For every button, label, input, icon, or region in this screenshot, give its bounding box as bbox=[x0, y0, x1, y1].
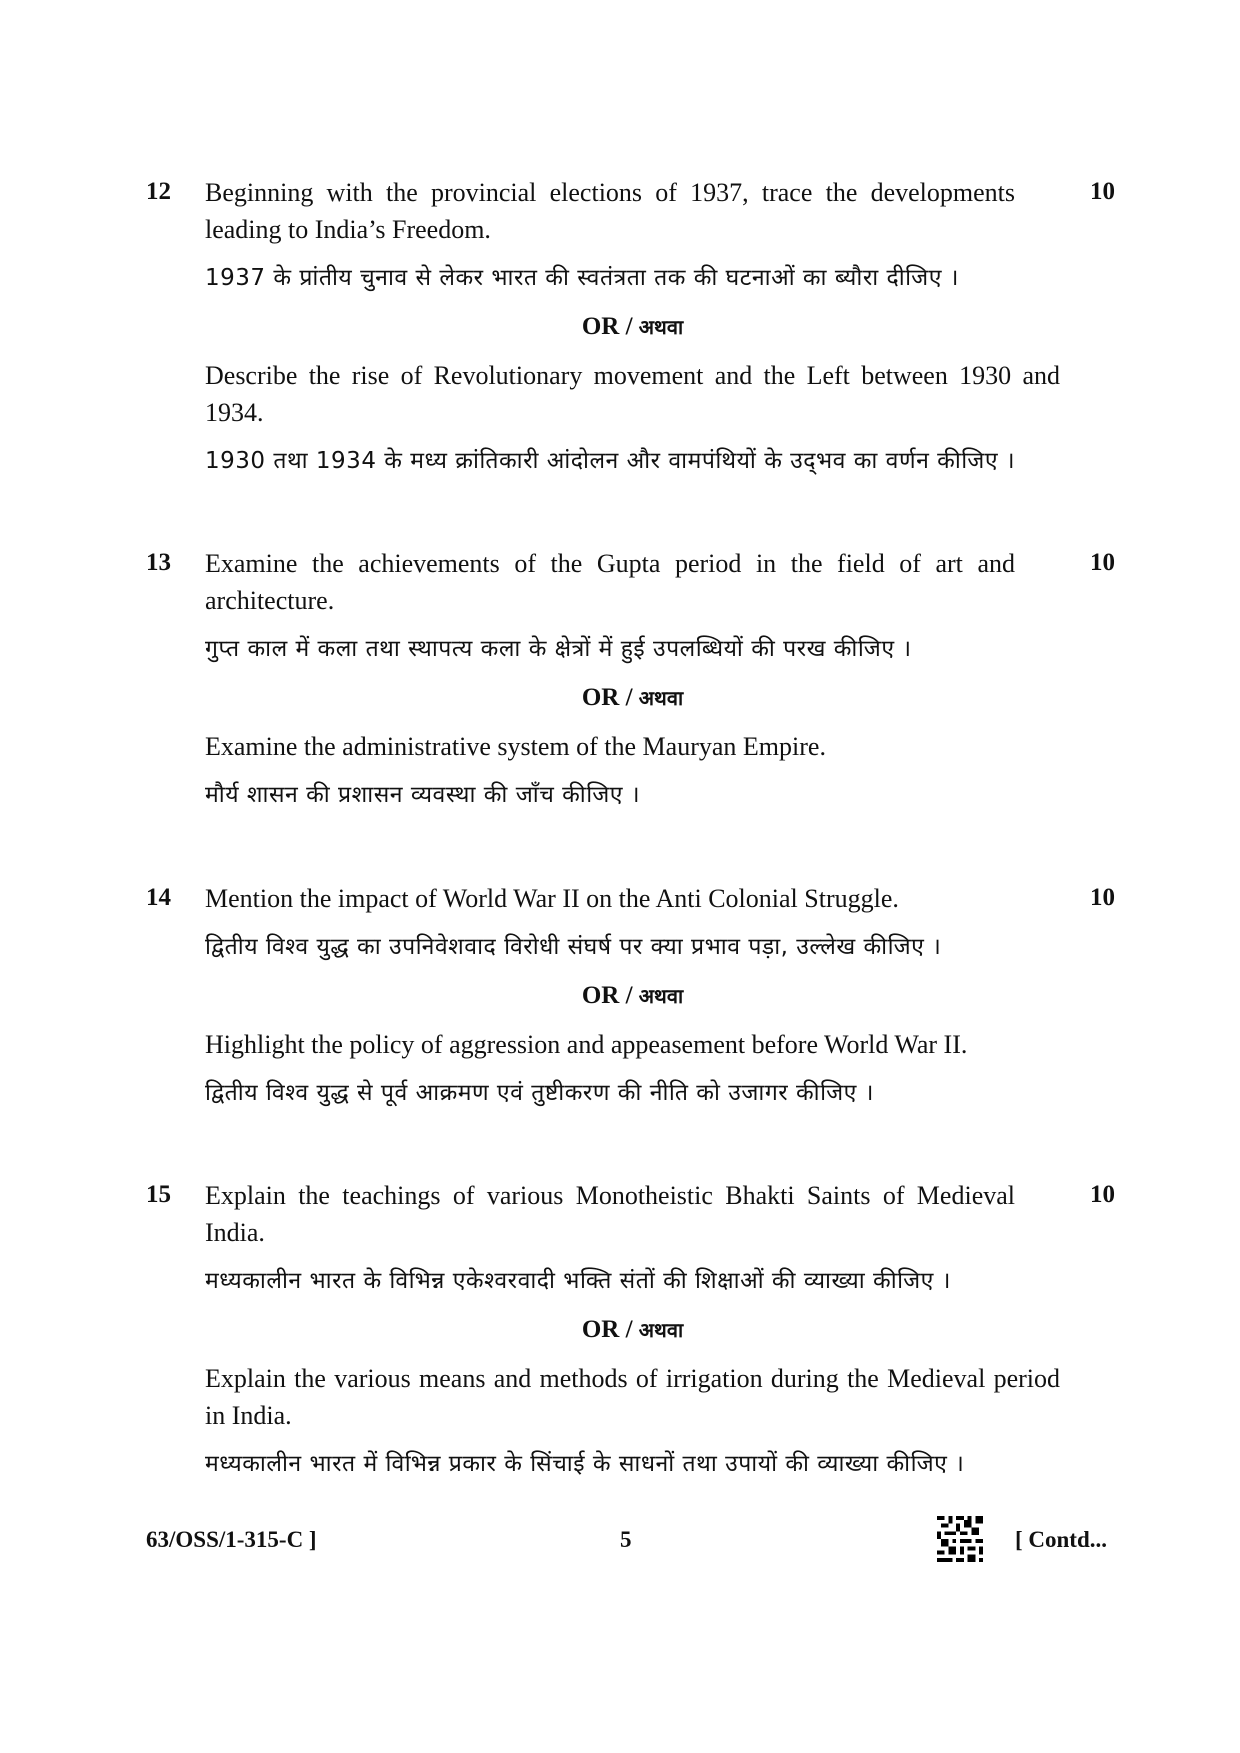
alternative-hindi: मौर्य शासन की प्रशासन व्यवस्था की जाँच कीजिए । bbox=[205, 782, 641, 808]
alternative-english: Examine the administrative system of the Mauryan Empire. bbox=[205, 732, 826, 761]
continued-label: [ Contd... bbox=[1015, 1527, 1108, 1552]
question-english: Mention the impact of World War II on the Anti Colonial Struggle. bbox=[205, 884, 899, 913]
alternative-hindi: द्वितीय विश्व युद्ध से पूर्व आक्रमण एवं तुष्टीकरण की नीति को उजागर कीजिए । bbox=[205, 1080, 874, 1106]
alternative-english: Highlight the policy of aggression and appeasement before World War II. bbox=[205, 1030, 968, 1059]
or-hindi: अथवा bbox=[638, 1318, 684, 1342]
alternative-english: Explain the various means and methods of irrigation during the Medieval period in India. bbox=[205, 1364, 1060, 1430]
question-marks: 10 bbox=[1090, 884, 1115, 911]
question-body bbox=[205, 174, 1060, 480]
question-english: Examine the achievements of the Gupta period in the field of art and architecture. bbox=[205, 549, 1015, 615]
or-label: OR bbox=[581, 684, 620, 711]
alternative-hindi: 1930 तथा 1934 के मध्य क्रांतिकारी आंदोलन और वामपंथियों के उद्‌भव का वर्णन कीजिए । bbox=[205, 448, 1016, 474]
question-body bbox=[205, 1177, 1060, 1483]
question-number: 12 bbox=[146, 178, 171, 205]
question-hindi: गुप्त काल में कला तथा स्थापत्य कला के क्षेत्रों में हुई उपलब्धियों की परख कीजिए । bbox=[205, 636, 912, 662]
question-english: Beginning with the provincial elections of 1937, trace the developments leading to India’s Freedom. bbox=[205, 178, 1015, 244]
or-separator: OR / अथवा bbox=[581, 982, 684, 1009]
or-label: OR bbox=[581, 1316, 620, 1343]
or-separator: OR / अथवा bbox=[581, 313, 684, 340]
or-label: OR bbox=[581, 313, 620, 340]
question-body bbox=[205, 880, 1060, 1112]
or-separator: OR / अथवा bbox=[581, 1316, 684, 1343]
or-hindi: अथवा bbox=[638, 686, 684, 710]
question-marks: 10 bbox=[1090, 178, 1115, 205]
or-hindi: अथवा bbox=[638, 315, 684, 339]
question-marks: 10 bbox=[1090, 549, 1115, 576]
question-hindi: द्वितीय विश्व युद्ध का उपनिवेशवाद विरोधी संघर्ष पर क्या प्रभाव पड़ा, उल्लेख कीजिए । bbox=[205, 934, 942, 960]
alternative-english: Describe the rise of Revolutionary movement and the Left between 1930 and 1934. bbox=[205, 361, 1060, 427]
question-marks: 10 bbox=[1090, 1181, 1115, 1208]
question-number: 13 bbox=[146, 549, 171, 576]
alternative-hindi: मध्यकालीन भारत में विभिन्न प्रकार के सिंचाई के साधनों तथा उपायों की व्याख्या कीजिए । bbox=[205, 1451, 965, 1477]
page-footer bbox=[0, 1522, 1240, 1562]
question-hindi: 1937 के प्रांतीय चुनाव से लेकर भारत की स्वतंत्रता तक की घटनाओं का ब्यौरा दीजिए । bbox=[205, 265, 959, 291]
or-hindi: अथवा bbox=[638, 984, 684, 1008]
question-number: 14 bbox=[146, 884, 171, 911]
or-separator: OR / अथवा bbox=[581, 684, 684, 711]
paper-code: 63/OSS/1-315-C ] bbox=[146, 1527, 317, 1552]
or-label: OR bbox=[581, 982, 620, 1009]
qr-code-icon bbox=[937, 1516, 983, 1562]
question-number: 15 bbox=[146, 1181, 171, 1208]
question-hindi: मध्यकालीन भारत के विभिन्न एकेश्वरवादी भक्ति संतों की शिक्षाओं की व्याख्या कीजिए । bbox=[205, 1268, 951, 1294]
question-body bbox=[205, 545, 1060, 814]
question-english: Explain the teachings of various Monotheistic Bhakti Saints of Medieval India. bbox=[205, 1181, 1015, 1247]
page-number: 5 bbox=[620, 1527, 632, 1552]
